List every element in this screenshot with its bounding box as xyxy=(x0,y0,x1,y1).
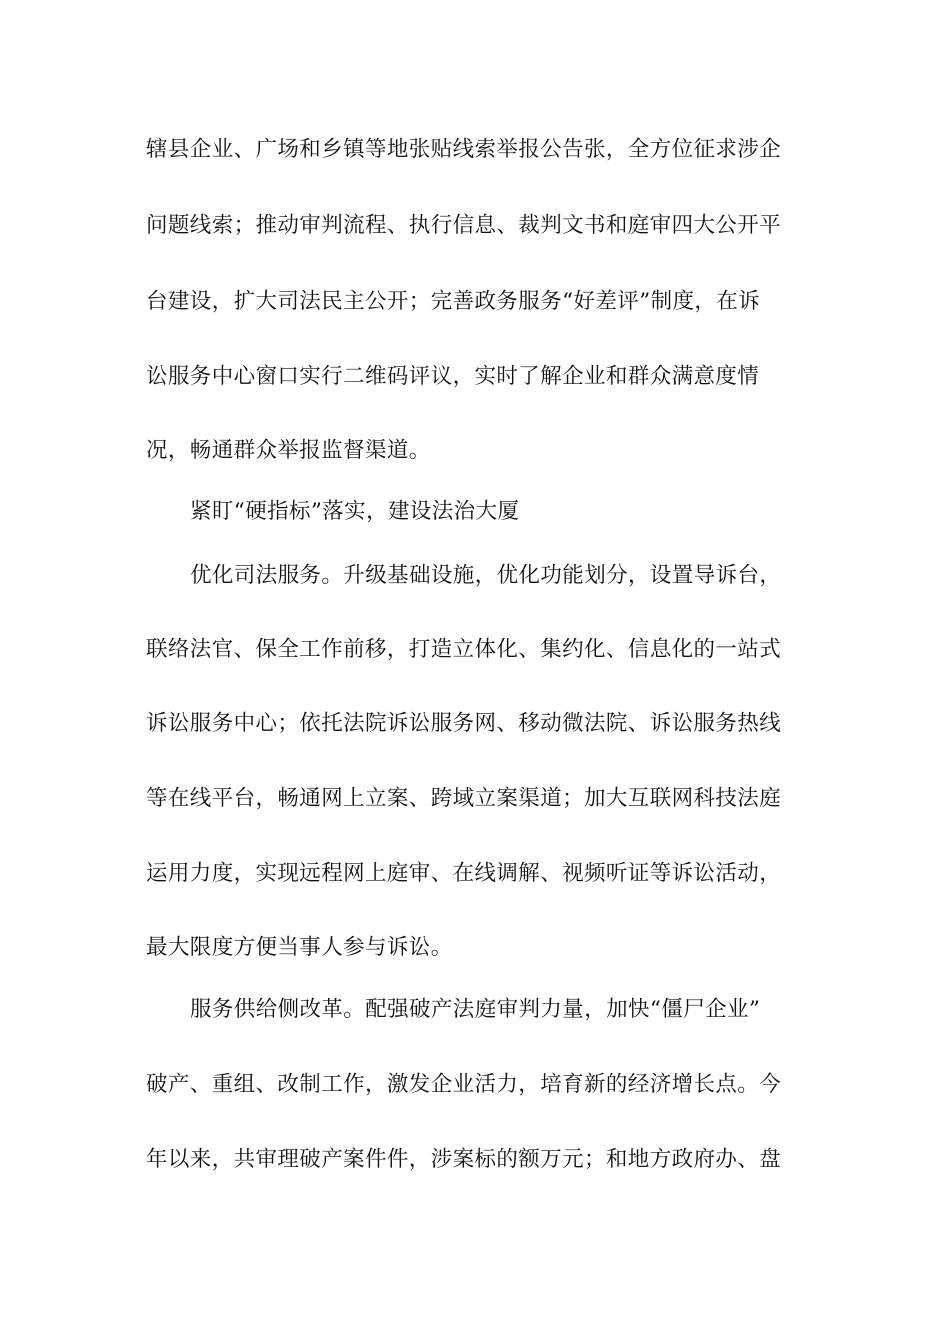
body-text-line: 年以来，共审理破产案件件，涉案标的额万元；和地方政府办、盘 xyxy=(146,1147,782,1172)
body-text-line: 问题线索；推动审判流程、执行信息、裁判文书和庭审四大公开平 xyxy=(146,213,782,238)
body-text-line: 等在线平台，畅通网上立案、跨域立案渠道；加大互联网科技法庭 xyxy=(146,786,782,811)
body-text-line: 诉讼服务中心；依托法院诉讼服务网、移动微法院、诉讼服务热线 xyxy=(146,711,782,736)
body-text-line: 况，畅通群众举报监督渠道。 xyxy=(146,438,431,463)
body-text-line: 台建设，扩大司法民主公开；完善政务服务“好差评”制度，在诉 xyxy=(146,289,761,314)
paragraph-first-line: 优化司法服务。升级基础设施，优化功能划分，设置导诉台， xyxy=(190,563,782,588)
section-heading: 紧盯“硬指标”落实，建设法治大厦 xyxy=(190,499,520,524)
body-text-line: 辖县企业、广场和乡镇等地张贴线索举报公告张，全方位征求涉企 xyxy=(146,137,782,162)
body-text-line: 破产、重组、改制工作，激发企业活力，培育新的经济增长点。今 xyxy=(146,1072,782,1097)
body-text-line: 联络法官、保全工作前移，打造立体化、集约化、信息化的一站式 xyxy=(146,637,782,662)
body-text-line: 讼服务中心窗口实行二维码评议，实时了解企业和群众满意度情 xyxy=(146,364,760,389)
body-text-line: 最大限度方便当事人参与诉讼。 xyxy=(146,935,453,960)
paragraph-first-line: 服务供给侧改革。配强破产法庭审判力量，加快“僵尸企业” xyxy=(190,997,761,1022)
body-text-line: 运用力度，实现远程网上庭审、在线调解、视频听证等诉讼活动， xyxy=(146,861,782,886)
